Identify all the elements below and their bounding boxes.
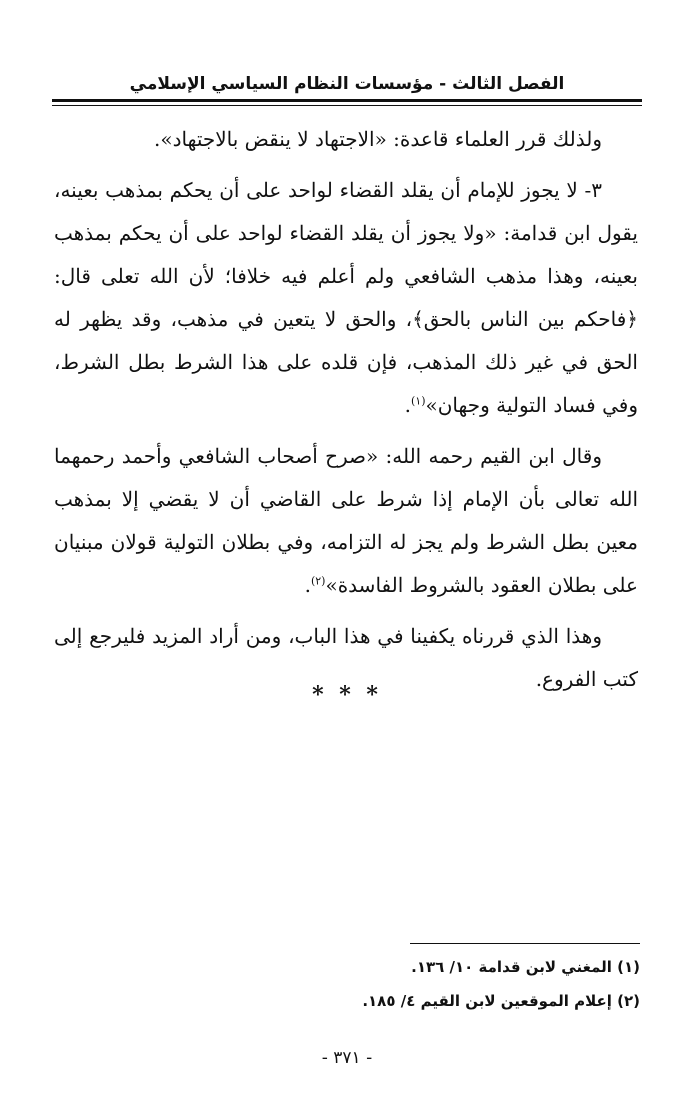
footnote-ref-2: (٢) xyxy=(310,574,326,588)
paragraph-2-text: ٣- لا يجوز للإمام أن يقلد القضاء لواحد على أن يحكم بمذهب بعينه، يقول ابن قدامة: «ولا يجوز أن يقلد القضاء لواحد على أن يحكم بمذهب بعينه، وهذا مذهب الشافعي ولم أعلم فيه خلافا؛ لأن الله تعلى قال: ﴿فاحكم بين الناس بالحق﴾، والحق لا يتعين في مذهب، وقد يظهر له الحق في غير ذلك المذهب، فإن قلده على هذا الشرط بطل الشرط، وفي فساد التولية وجهان» xyxy=(54,178,638,417)
footnote-1: (١) المغني لابن قدامة ١٠/ ١٣٦. xyxy=(411,958,640,976)
running-header: الفصل الثالث - مؤسسات النظام السياسي الإسلامي xyxy=(129,74,565,94)
footnote-2: (٢) إعلام الموقعين لابن القيم ٤/ ١٨٥. xyxy=(362,992,640,1010)
paragraph-3-end: . xyxy=(304,573,311,597)
paragraph-2-end: . xyxy=(404,393,411,417)
body-text xyxy=(54,118,638,709)
paragraph-3-text: وقال ابن القيم رحمه الله: «صرح أصحاب الشافعي وأحمد رحمهما الله تعالى بأن الإمام إذا شرط على القاضي أن لا يقضي إلا بمذهب معين بطل الشرط ولم يجز له التزامه، وفي بطلان التولية قولان مبنيان على بطلان العقود بالشروط الفاسدة» xyxy=(54,444,638,597)
footnotes xyxy=(54,950,640,1018)
paragraph-2 xyxy=(54,169,638,427)
header-rule-thick xyxy=(52,99,642,102)
header-rule-thin xyxy=(52,105,642,106)
footnote-ref-1: (١) xyxy=(410,394,426,408)
footnote-rule xyxy=(410,943,640,944)
paragraph-1: ولذلك قرر العلماء قاعدة: «الاجتهاد لا ينقض بالاجتهاد». xyxy=(154,127,602,151)
section-separator: * * * xyxy=(312,682,382,708)
page-number: - ٣٧١ - xyxy=(321,1048,373,1068)
paragraph-4: وهذا الذي قررناه يكفينا في هذا الباب، ومن أراد المزيد فليرجع إلى كتب الفروع. xyxy=(54,624,638,691)
paragraph-3 xyxy=(54,435,638,607)
